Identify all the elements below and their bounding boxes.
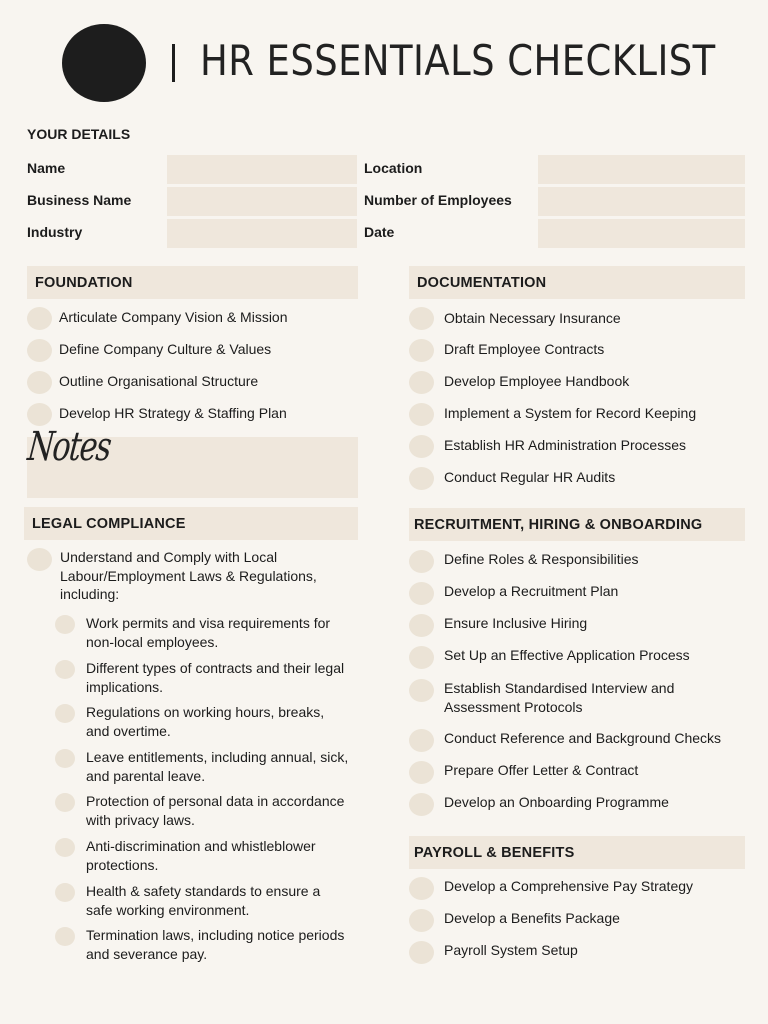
checklist-item[interactable]: Develop a Benefits Package [409,909,620,932]
checkbox-circle[interactable] [27,371,52,394]
checkbox-circle[interactable] [409,729,434,752]
checkbox-circle[interactable] [409,646,434,669]
checklist-sub-item[interactable]: Regulations on working hours, breaks, and overtime. [55,703,350,740]
checklist-sub-item[interactable]: Health & safety standards to ensure a safe working environment. [55,882,350,919]
checklist-item[interactable]: Obtain Necessary Insurance [409,307,621,330]
recruitment-heading: RECRUITMENT, HIRING & ONBOARDING [409,508,745,541]
checkbox-circle[interactable] [409,761,434,784]
checkbox-circle[interactable] [409,550,434,573]
checkbox-circle[interactable] [409,909,434,932]
checklist-item[interactable]: Establish HR Administration Processes [409,435,686,458]
location-label: Location [364,160,423,176]
checklist-item[interactable]: Develop an Onboarding Programme [409,793,669,816]
checklist-sub-item[interactable]: Leave entitlements, including annual, sick, and parental leave. [55,748,350,785]
checkbox-circle[interactable] [27,548,52,571]
checklist-item[interactable]: Ensure Inclusive Hiring [409,614,587,637]
checkbox-circle[interactable] [55,793,75,812]
checklist-item[interactable]: Conduct Reference and Background Checks [409,729,721,752]
checklist-item[interactable]: Outline Organisational Structure [27,371,258,394]
checkbox-circle[interactable] [409,467,434,490]
checklist-item[interactable]: Develop a Recruitment Plan [409,582,618,605]
date-field[interactable] [538,219,745,248]
foundation-heading: FOUNDATION [27,266,358,299]
checklist-item[interactable]: Understand and Comply with Local Labour/Employment Laws & Regulations, including: [27,548,347,604]
checklist-item[interactable]: Establish Standardised Interview and Assessment Protocols [409,679,709,716]
checklist-item[interactable]: Develop Employee Handbook [409,371,629,394]
checkbox-circle[interactable] [409,435,434,458]
checklist-item[interactable]: Prepare Offer Letter & Contract [409,761,638,784]
checklist-item[interactable]: Define Company Culture & Values [27,339,271,362]
checklist-sub-item[interactable]: Protection of personal data in accordance with privacy laws. [55,792,350,829]
checklist-item[interactable]: Develop HR Strategy & Staffing Plan [27,403,287,426]
checkbox-circle[interactable] [409,614,434,637]
employees-label: Number of Employees [364,192,512,208]
checkbox-circle[interactable] [55,704,75,723]
industry-label: Industry [27,224,83,240]
checklist-sub-item[interactable]: Termination laws, including notice periods and severance pay. [55,926,350,963]
checkbox-circle[interactable] [409,307,434,330]
page-title: HR ESSENTIALS CHECKLIST [200,36,716,85]
checklist-item[interactable]: Payroll System Setup [409,941,578,964]
notes-label: Notes [25,424,113,470]
checklist-sub-item[interactable]: Different types of contracts and their legal implications. [55,659,350,696]
checkbox-circle[interactable] [409,582,434,605]
checklist-item[interactable]: Set Up an Effective Application Process [409,646,690,669]
checkbox-circle[interactable] [409,679,434,702]
checklist-sub-item[interactable]: Work permits and visa requirements for non-local employees. [55,614,350,651]
checkbox-circle[interactable] [55,615,75,634]
payroll-heading: PAYROLL & BENEFITS [409,836,745,869]
name-label: Name [27,160,66,176]
checkbox-circle[interactable] [55,660,75,679]
checkbox-circle[interactable] [55,838,75,857]
title-divider [172,44,175,82]
name-field[interactable] [167,155,357,184]
legal-compliance-heading: LEGAL COMPLIANCE [24,507,358,540]
business-name-label: Business Name [27,192,132,208]
checkbox-circle[interactable] [55,927,75,946]
checklist-item[interactable]: Define Roles & Responsibilities [409,550,639,573]
details-heading: YOUR DETAILS [27,126,131,142]
checklist-sub-item[interactable]: Anti-discrimination and whistleblower protections. [55,837,350,874]
industry-field[interactable] [167,219,357,248]
location-field[interactable] [538,155,745,184]
documentation-heading: DOCUMENTATION [409,266,745,299]
checkbox-circle[interactable] [27,403,52,426]
checklist-item[interactable]: Conduct Regular HR Audits [409,467,615,490]
checkbox-circle[interactable] [55,749,75,768]
checklist-item[interactable]: Develop a Comprehensive Pay Strategy [409,877,693,900]
checklist-item[interactable]: Draft Employee Contracts [409,339,604,362]
checkbox-circle[interactable] [409,339,434,362]
business-name-field[interactable] [167,187,357,216]
checkbox-circle[interactable] [409,403,434,426]
employees-field[interactable] [538,187,745,216]
checkbox-circle[interactable] [409,371,434,394]
checkbox-circle[interactable] [27,307,52,330]
checkbox-circle[interactable] [55,883,75,902]
checkbox-circle[interactable] [409,941,434,964]
date-label: Date [364,224,395,240]
logo-circle [62,24,146,102]
checklist-item[interactable]: Articulate Company Vision & Mission [27,307,288,330]
checkbox-circle[interactable] [409,877,434,900]
checkbox-circle[interactable] [409,793,434,816]
checklist-item[interactable]: Implement a System for Record Keeping [409,403,696,426]
checkbox-circle[interactable] [27,339,52,362]
